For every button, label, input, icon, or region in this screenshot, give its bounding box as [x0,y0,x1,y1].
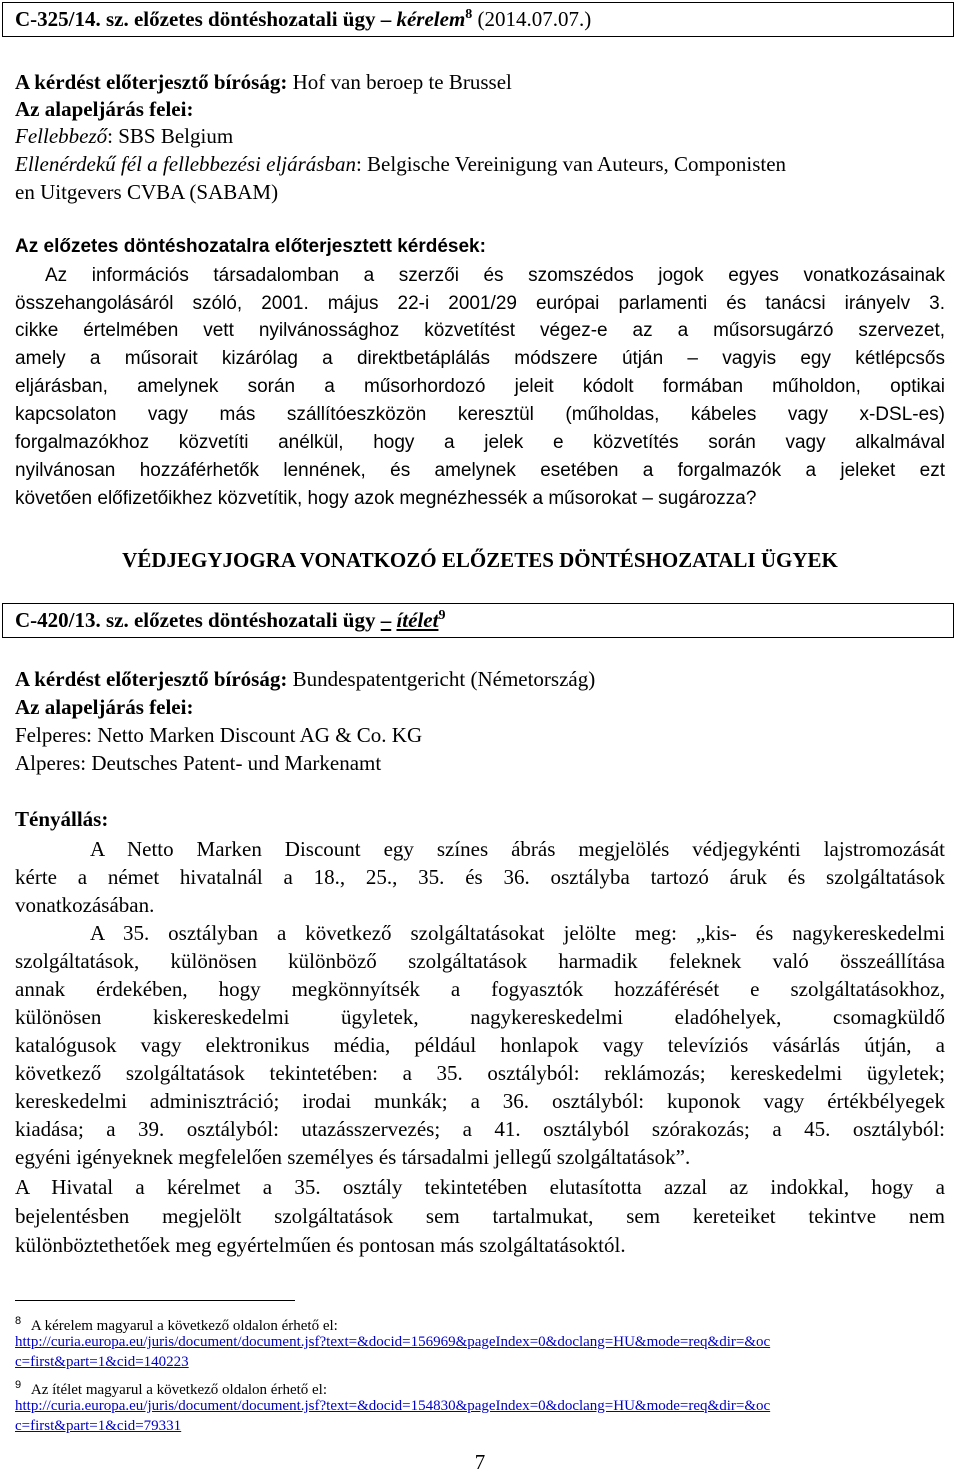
footnote-8-link[interactable]: http://curia.europa.eu/juris/document/document.jsf?text=&docid=156969&pageIndex=0&doclang=HU&mode=req&dir=&oc [15,1334,771,1350]
footnote-9-link[interactable]: http://curia.europa.eu/juris/document/document.jsf?text=&docid=154830&pageIndex=0&doclang=HU&mode=req&dir=&oc [15,1398,771,1414]
facts-line: kérte a német hivatalnál a 18., 25., 35. és 36. osztályba tartozó áruk és szolgáltatások [15,865,945,889]
facts-line: vonatkozásában. [15,893,155,917]
facts-line: katalógusok vagy elektronikus média, például honlapok vagy televíziós vásárlás útján, a [15,1033,945,1057]
question-line: Az információs társadalomban a szerzői és szomszédos jogok egyes vonatkozásainak [45,265,945,286]
facts-line: következő szolgáltatások tekintetében: a 35. osztályból: reklámozás; kereskedelmi ügyletek; [15,1061,945,1085]
question-line: cikke értelmében vett nyilvánossághoz közvetítést végez-e az a műsorsugárzó szervezet, [15,320,945,341]
party-defendant: Alperes: Deutsches Patent- und Markenamt [15,751,382,775]
question-line: kapcsolaton vagy más szállítóeszközön keresztül (műholdas, kábeles vagy x-DSL-es) [15,404,945,425]
footnote-separator [15,1300,295,1301]
facts-line: A Netto Marken Discount egy színes ábrás megjelölés védjegykénti lajstromozását [90,837,945,861]
court-label: A kérdést előterjesztő bíróság: [15,70,288,94]
question-line: követően előfizetőikhez közvetítik, hogy azok megnézhessék a műsorokat – sugározza? [15,488,757,509]
question-line: forgalmazókhoz közvetíti anélkül, hogy a jelek e közvetítés során vagy alkalmával [15,432,945,453]
question-line: amely a műsorait kizárólag a direktbetáplálás módszere útján – vagyis egy kétlépcsős [15,348,945,369]
footnote-ref-8[interactable]: 8 [465,7,473,22]
facts-line: kereskedelmi adminisztráció; irodai munkák; a 36. osztályból: kuponok vagy értékbélyegek [15,1089,945,1113]
question-line: összehangolásáról szóló, 2001. május 22-i 2001/29 európai parlamenti és tanácsi irányelv 3. [15,293,945,314]
party-respondent: Ellenérdekű fél a fellebbezési eljárásban: Belgische Vereinigung van Auteurs, Componisten [15,152,787,176]
question-line: eljárásban, amelynek során a műsorhordozó jeleit kódolt formában műholdon, optikai [15,376,945,397]
case-type: kérelem [396,7,466,31]
party-appellant: Fellebbező: SBS Belgium [15,124,234,148]
court-value: Hof van beroep te Brussel [292,70,512,94]
referring-court-line [15,666,945,692]
facts-line: különböztethetőek meg egyértelműen és pontosan más szolgáltatásoktól. [15,1233,626,1257]
questions-label: Az előzetes döntéshozatalra előterjesztett kérdések: [15,236,486,257]
facts-line: A 35. osztályban a következő szolgáltatásokat jelölte meg: „kis- és nagykereskedelmi [90,921,945,945]
case-type: ítélet [396,608,439,632]
page-number: 7 [474,1450,486,1474]
facts-line: A Hivatal a kérelmet a 35. osztály tekintetében elutasította azzal az indokkal, hogy a [15,1175,945,1199]
case-number: C-325/14. sz. előzetes döntéshozatali ügy [15,7,376,31]
footnote-9: $^9$ Az ítélet magyarul a következő oldalon érhető el: [15,1379,328,1398]
header-dash: – [380,608,392,632]
facts-line: egyéni igényeknek megfelelően személyes és társadalmi jellegű szolgáltatások”. [15,1145,691,1169]
question-line: nyilvánosan hozzáférhetők lennének, és amelynek esetében a forgalmazók a jeleket ezt [15,460,945,481]
facts-line: annak érdekében, hogy megkönnyítsék a fogyasztók hozzáférését e szolgáltatásokhoz, [15,977,945,1001]
court-value: Bundespatentgericht (Németország) [292,667,596,691]
facts-label: Tényállás: [15,807,109,831]
facts-line: különösen kiskereskedelmi ügyletek, nagykereskedelmi eladóhelyek, csomagküldő [15,1005,945,1029]
facts-line: szolgáltatások, különösen különböző szolgáltatások harmadik feleknek való összeállítása [15,949,945,973]
facts-line: kiadása; a 39. osztályból: utazásszervezés; a 41. osztályból szórakozás; a 45. osztályból: [15,1117,945,1141]
footnote-8-link-cont[interactable]: c=first&part=1&cid=140223 [15,1354,189,1370]
case-date: (2014.07.07.) [477,7,592,31]
facts-line: bejelentésben megjelölt szolgáltatások sem tartalmukat, sem kereteiket tekintve nem [15,1204,945,1228]
party-plaintiff: Felperes: Netto Marken Discount AG & Co. KG [15,723,423,747]
case-number: C-420/13. sz. előzetes döntéshozatali ügy [15,608,376,632]
court-label: A kérdést előterjesztő bíróság: [15,667,288,691]
party-respondent-cont: en Uitgevers CVBA (SABAM) [15,180,279,204]
footnote-8: $^8$ A kérelem magyarul a következő oldalon érhető el: [15,1315,338,1334]
footnote-9-link-cont[interactable]: c=first&part=1&cid=79331 [15,1418,182,1434]
referring-court-line [15,69,945,95]
section-heading: VÉDJEGYJOGRA VONATKOZÓ ELŐZETES DÖNTÉSHOZATALI ÜGYEK [122,548,838,572]
case-header-c420 [2,603,954,638]
parties-label: Az alapeljárás felei: [15,97,194,121]
case-header-c325 [2,2,954,37]
header-dash: – [380,7,392,31]
parties-label: Az alapeljárás felei: [15,695,194,719]
footnote-ref-9[interactable]: 9 [438,608,446,623]
